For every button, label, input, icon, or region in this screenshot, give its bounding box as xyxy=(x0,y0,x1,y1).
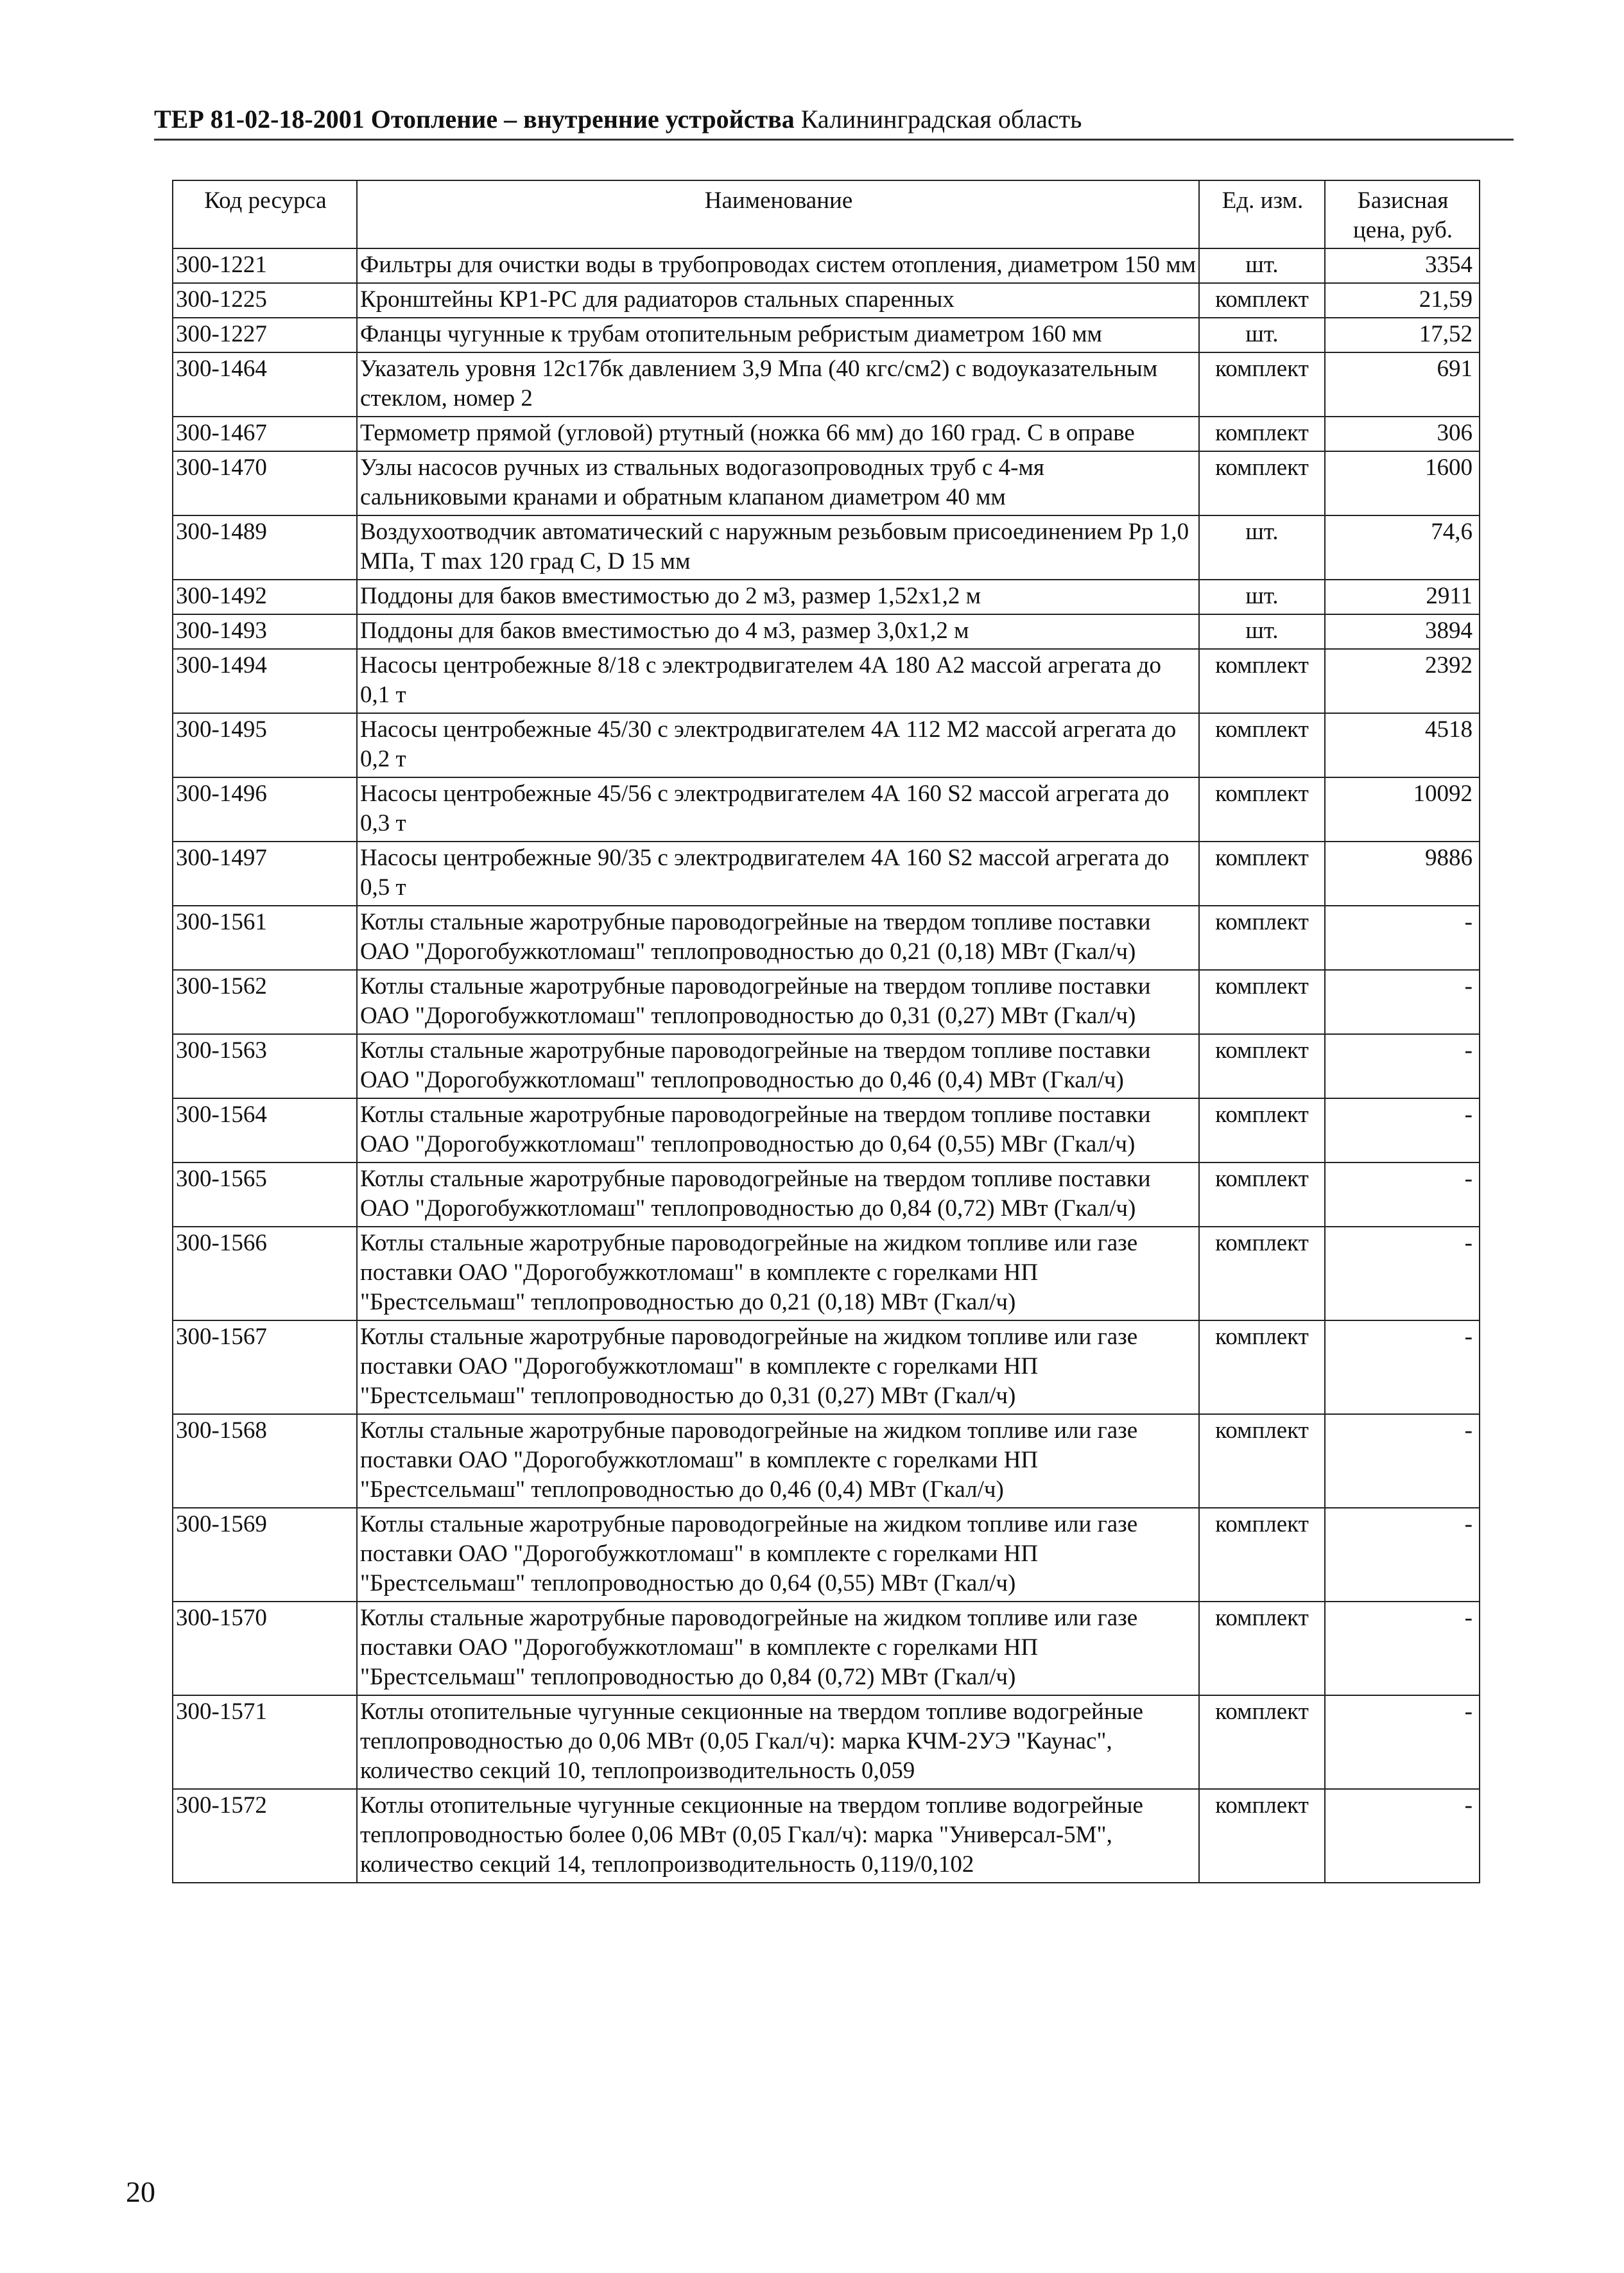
cell-unit: комплект xyxy=(1199,352,1325,417)
cell-code: 300-1495 xyxy=(173,713,357,777)
column-header-name: Наименование xyxy=(357,180,1199,248)
table-row xyxy=(173,1789,1480,1883)
cell-unit: шт. xyxy=(1199,614,1325,649)
cell-price: 21,59 xyxy=(1325,283,1480,318)
table-row xyxy=(173,970,1480,1034)
cell-price: - xyxy=(1325,1098,1480,1162)
cell-name: Котлы стальные жаротрубные пароводогрейные на твердом топливе поставки ОАО "Дорогобужкотломаш" теплопроводностью до 0,21 (0,18) МВт (Гкал/ч) xyxy=(357,906,1199,970)
cell-name: Котлы стальные жаротрубные пароводогрейные на жидком топливе или газе поставки ОАО "Дорогобужкотломаш" в комплекте с горелками НП "Брестсельмаш" теплопроводностью до 0,84 (0,72) МВт (Гкал/ч) xyxy=(357,1602,1199,1695)
cell-unit: комплект xyxy=(1199,1320,1325,1414)
document-code: ТЕР 81-02-18-2001 xyxy=(154,105,365,134)
cell-code: 300-1561 xyxy=(173,906,357,970)
table-row xyxy=(173,1508,1480,1602)
cell-unit: комплект xyxy=(1199,906,1325,970)
running-header xyxy=(154,104,1514,135)
cell-price: 2392 xyxy=(1325,649,1480,713)
cell-unit: комплект xyxy=(1199,1227,1325,1320)
cell-price: 691 xyxy=(1325,352,1480,417)
cell-code: 300-1225 xyxy=(173,283,357,318)
cell-unit: комплект xyxy=(1199,1602,1325,1695)
cell-code: 300-1572 xyxy=(173,1789,357,1883)
cell-name: Узлы насосов ручных из ствальных водогазопроводных труб с 4-мя сальниковыми кранами и обратным клапаном диаметром 40 мм xyxy=(357,451,1199,515)
cell-unit: шт. xyxy=(1199,248,1325,283)
cell-unit: комплект xyxy=(1199,283,1325,318)
cell-code: 300-1569 xyxy=(173,1508,357,1602)
cell-unit: комплект xyxy=(1199,970,1325,1034)
cell-name: Котлы стальные жаротрубные пароводогрейные на жидком топливе или газе поставки ОАО "Дорогобужкотломаш" в комплекте с горелками НП "Брестсельмаш" теплопроводностью до 0,64 (0,55) МВт (Гкал/ч) xyxy=(357,1508,1199,1602)
table-row xyxy=(173,1227,1480,1320)
column-header-code: Код ресурса xyxy=(173,180,357,248)
cell-code: 300-1564 xyxy=(173,1098,357,1162)
cell-code: 300-1568 xyxy=(173,1414,357,1508)
cell-code: 300-1464 xyxy=(173,352,357,417)
cell-unit: комплект xyxy=(1199,1695,1325,1789)
cell-price: 74,6 xyxy=(1325,515,1480,580)
table-row xyxy=(173,515,1480,580)
table-row xyxy=(173,248,1480,283)
cell-name: Котлы стальные жаротрубные пароводогрейные на жидком топливе или газе поставки ОАО "Дорогобужкотломаш" в комплекте с горелками НП "Брестсельмаш" теплопроводностью до 0,31 (0,27) МВт (Гкал/ч) xyxy=(357,1320,1199,1414)
cell-name: Котлы стальные жаротрубные пароводогрейные на твердом топливе поставки ОАО "Дорогобужкотломаш" теплопроводностью до 0,64 (0,55) МВг (Гкал/ч) xyxy=(357,1098,1199,1162)
cell-unit: комплект xyxy=(1199,842,1325,906)
cell-price: - xyxy=(1325,1789,1480,1883)
table-row xyxy=(173,649,1480,713)
cell-price: 9886 xyxy=(1325,842,1480,906)
table-row xyxy=(173,283,1480,318)
cell-code: 300-1566 xyxy=(173,1227,357,1320)
cell-name: Котлы отопительные чугунные секционные на твердом топливе водогрейные теплопроводностью до 0,06 МВт (0,05 Гкал/ч): марка КЧМ-2УЭ "Каунас", количество секций 10, теплопроизводительность 0,059 xyxy=(357,1695,1199,1789)
table-row xyxy=(173,614,1480,649)
table-row xyxy=(173,1695,1480,1789)
cell-name: Котлы стальные жаротрубные пароводогрейные на твердом топливе поставки ОАО "Дорогобужкотломаш" теплопроводностью до 0,46 (0,4) МВт (Гкал/ч) xyxy=(357,1034,1199,1098)
cell-name: Насосы центробежные 8/18 с электродвигателем 4А 180 А2 массой агрегата до 0,1 т xyxy=(357,649,1199,713)
cell-code: 300-1489 xyxy=(173,515,357,580)
table-header-row xyxy=(173,180,1480,248)
document-region: Калининградская область xyxy=(800,105,1082,134)
page-number: 20 xyxy=(126,2175,155,2208)
cell-name: Поддоны для баков вместимостью до 2 м3, размер 1,52х1,2 м xyxy=(357,580,1199,614)
cell-name: Насосы центробежные 90/35 с электродвигателем 4А 160 S2 массой агрегата до 0,5 т xyxy=(357,842,1199,906)
cell-price: 10092 xyxy=(1325,777,1480,842)
cell-name: Термометр прямой (угловой) ртутный (ножка 66 мм) до 160 град. С в оправе xyxy=(357,417,1199,451)
cell-price: 2911 xyxy=(1325,580,1480,614)
cell-code: 300-1497 xyxy=(173,842,357,906)
cell-unit: комплект xyxy=(1199,1162,1325,1227)
cell-price: 17,52 xyxy=(1325,318,1480,352)
cell-unit: комплект xyxy=(1199,417,1325,451)
table-row xyxy=(173,1162,1480,1227)
cell-name: Фильтры для очистки воды в трубопроводах систем отопления, диаметром 150 мм xyxy=(357,248,1199,283)
cell-code: 300-1493 xyxy=(173,614,357,649)
cell-unit: комплект xyxy=(1199,649,1325,713)
cell-unit: шт. xyxy=(1199,515,1325,580)
cell-name: Котлы отопительные чугунные секционные на твердом топливе водогрейные теплопроводностью более 0,06 МВт (0,05 Гкал/ч): марка "Универсал-5М", количество секций 14, теплопроизводительность 0,119/0,102 xyxy=(357,1789,1199,1883)
cell-price: 3354 xyxy=(1325,248,1480,283)
cell-price: - xyxy=(1325,970,1480,1034)
cell-code: 300-1571 xyxy=(173,1695,357,1789)
cell-price: - xyxy=(1325,1162,1480,1227)
cell-price: - xyxy=(1325,1414,1480,1508)
cell-name: Воздухоотводчик автоматический с наружным резьбовым присоединением Рр 1,0 МПа, Т max 120 град С, D 15 мм xyxy=(357,515,1199,580)
cell-price: - xyxy=(1325,1508,1480,1602)
cell-code: 300-1470 xyxy=(173,451,357,515)
column-header-unit: Ед. изм. xyxy=(1199,180,1325,248)
cell-name: Фланцы чугунные к трубам отопительным ребристым диаметром 160 мм xyxy=(357,318,1199,352)
cell-name: Котлы стальные жаротрубные пароводогрейные на твердом топливе поставки ОАО "Дорогобужкотломаш" теплопроводностью до 0,31 (0,27) МВт (Гкал/ч) xyxy=(357,970,1199,1034)
cell-name: Котлы стальные жаротрубные пароводогрейные на жидком топливе или газе поставки ОАО "Дорогобужкотломаш" в комплекте с горелками НП "Брестсельмаш" теплопроводностью до 0,21 (0,18) МВт (Гкал/ч) xyxy=(357,1227,1199,1320)
table-row xyxy=(173,906,1480,970)
table-row xyxy=(173,417,1480,451)
cell-code: 300-1563 xyxy=(173,1034,357,1098)
cell-code: 300-1567 xyxy=(173,1320,357,1414)
cell-name: Насосы центробежные 45/56 с электродвигателем 4А 160 S2 массой агрегата до 0,3 т xyxy=(357,777,1199,842)
cell-code: 300-1562 xyxy=(173,970,357,1034)
cell-unit: комплект xyxy=(1199,713,1325,777)
table-row xyxy=(173,713,1480,777)
cell-unit: комплект xyxy=(1199,777,1325,842)
cell-unit: комплект xyxy=(1199,1414,1325,1508)
table-row xyxy=(173,580,1480,614)
cell-unit: шт. xyxy=(1199,580,1325,614)
table-row xyxy=(173,842,1480,906)
document-title: Отопление – внутренние устройства xyxy=(370,105,795,134)
table-body xyxy=(173,248,1480,1883)
cell-unit: комплект xyxy=(1199,1034,1325,1098)
cell-name: Котлы стальные жаротрубные пароводогрейные на твердом топливе поставки ОАО "Дорогобужкотломаш" теплопроводностью до 0,84 (0,72) МВт (Гкал/ч) xyxy=(357,1162,1199,1227)
cell-code: 300-1492 xyxy=(173,580,357,614)
resource-price-table xyxy=(172,180,1480,1883)
cell-price: - xyxy=(1325,1695,1480,1789)
table-row xyxy=(173,1098,1480,1162)
cell-code: 300-1467 xyxy=(173,417,357,451)
table-row xyxy=(173,1034,1480,1098)
cell-code: 300-1227 xyxy=(173,318,357,352)
cell-code: 300-1494 xyxy=(173,649,357,713)
cell-price: - xyxy=(1325,1602,1480,1695)
cell-code: 300-1221 xyxy=(173,248,357,283)
cell-name: Поддоны для баков вместимостью до 4 м3, размер 3,0х1,2 м xyxy=(357,614,1199,649)
cell-price: 3894 xyxy=(1325,614,1480,649)
cell-price: - xyxy=(1325,1034,1480,1098)
column-header-price: Базисная цена, руб. xyxy=(1325,180,1480,248)
cell-price: 306 xyxy=(1325,417,1480,451)
cell-code: 300-1570 xyxy=(173,1602,357,1695)
cell-code: 300-1565 xyxy=(173,1162,357,1227)
table-row xyxy=(173,1320,1480,1414)
cell-unit: комплект xyxy=(1199,451,1325,515)
header-rule xyxy=(154,139,1514,141)
cell-unit: комплект xyxy=(1199,1098,1325,1162)
cell-price: - xyxy=(1325,906,1480,970)
cell-name: Котлы стальные жаротрубные пароводогрейные на жидком топливе или газе поставки ОАО "Дорогобужкотломаш" в комплекте с горелками НП "Брестсельмаш" теплопроводностью до 0,46 (0,4) МВт (Гкал/ч) xyxy=(357,1414,1199,1508)
table-row xyxy=(173,1414,1480,1508)
cell-code: 300-1496 xyxy=(173,777,357,842)
cell-name: Насосы центробежные 45/30 с электродвигателем 4А 112 М2 массой агрегата до 0,2 т xyxy=(357,713,1199,777)
cell-name: Кронштейны КР1-РС для радиаторов стальных спаренных xyxy=(357,283,1199,318)
cell-price: 4518 xyxy=(1325,713,1480,777)
cell-price: - xyxy=(1325,1227,1480,1320)
table-row xyxy=(173,451,1480,515)
table-row xyxy=(173,318,1480,352)
cell-name: Указатель уровня 12с17бк давлением 3,9 Мпа (40 кгс/см2) с водоуказательным стеклом, номер 2 xyxy=(357,352,1199,417)
cell-unit: шт. xyxy=(1199,318,1325,352)
table-row xyxy=(173,1602,1480,1695)
cell-unit: комплект xyxy=(1199,1789,1325,1883)
table-row xyxy=(173,777,1480,842)
table-row xyxy=(173,352,1480,417)
cell-price: 1600 xyxy=(1325,451,1480,515)
cell-price: - xyxy=(1325,1320,1480,1414)
cell-unit: комплект xyxy=(1199,1508,1325,1602)
